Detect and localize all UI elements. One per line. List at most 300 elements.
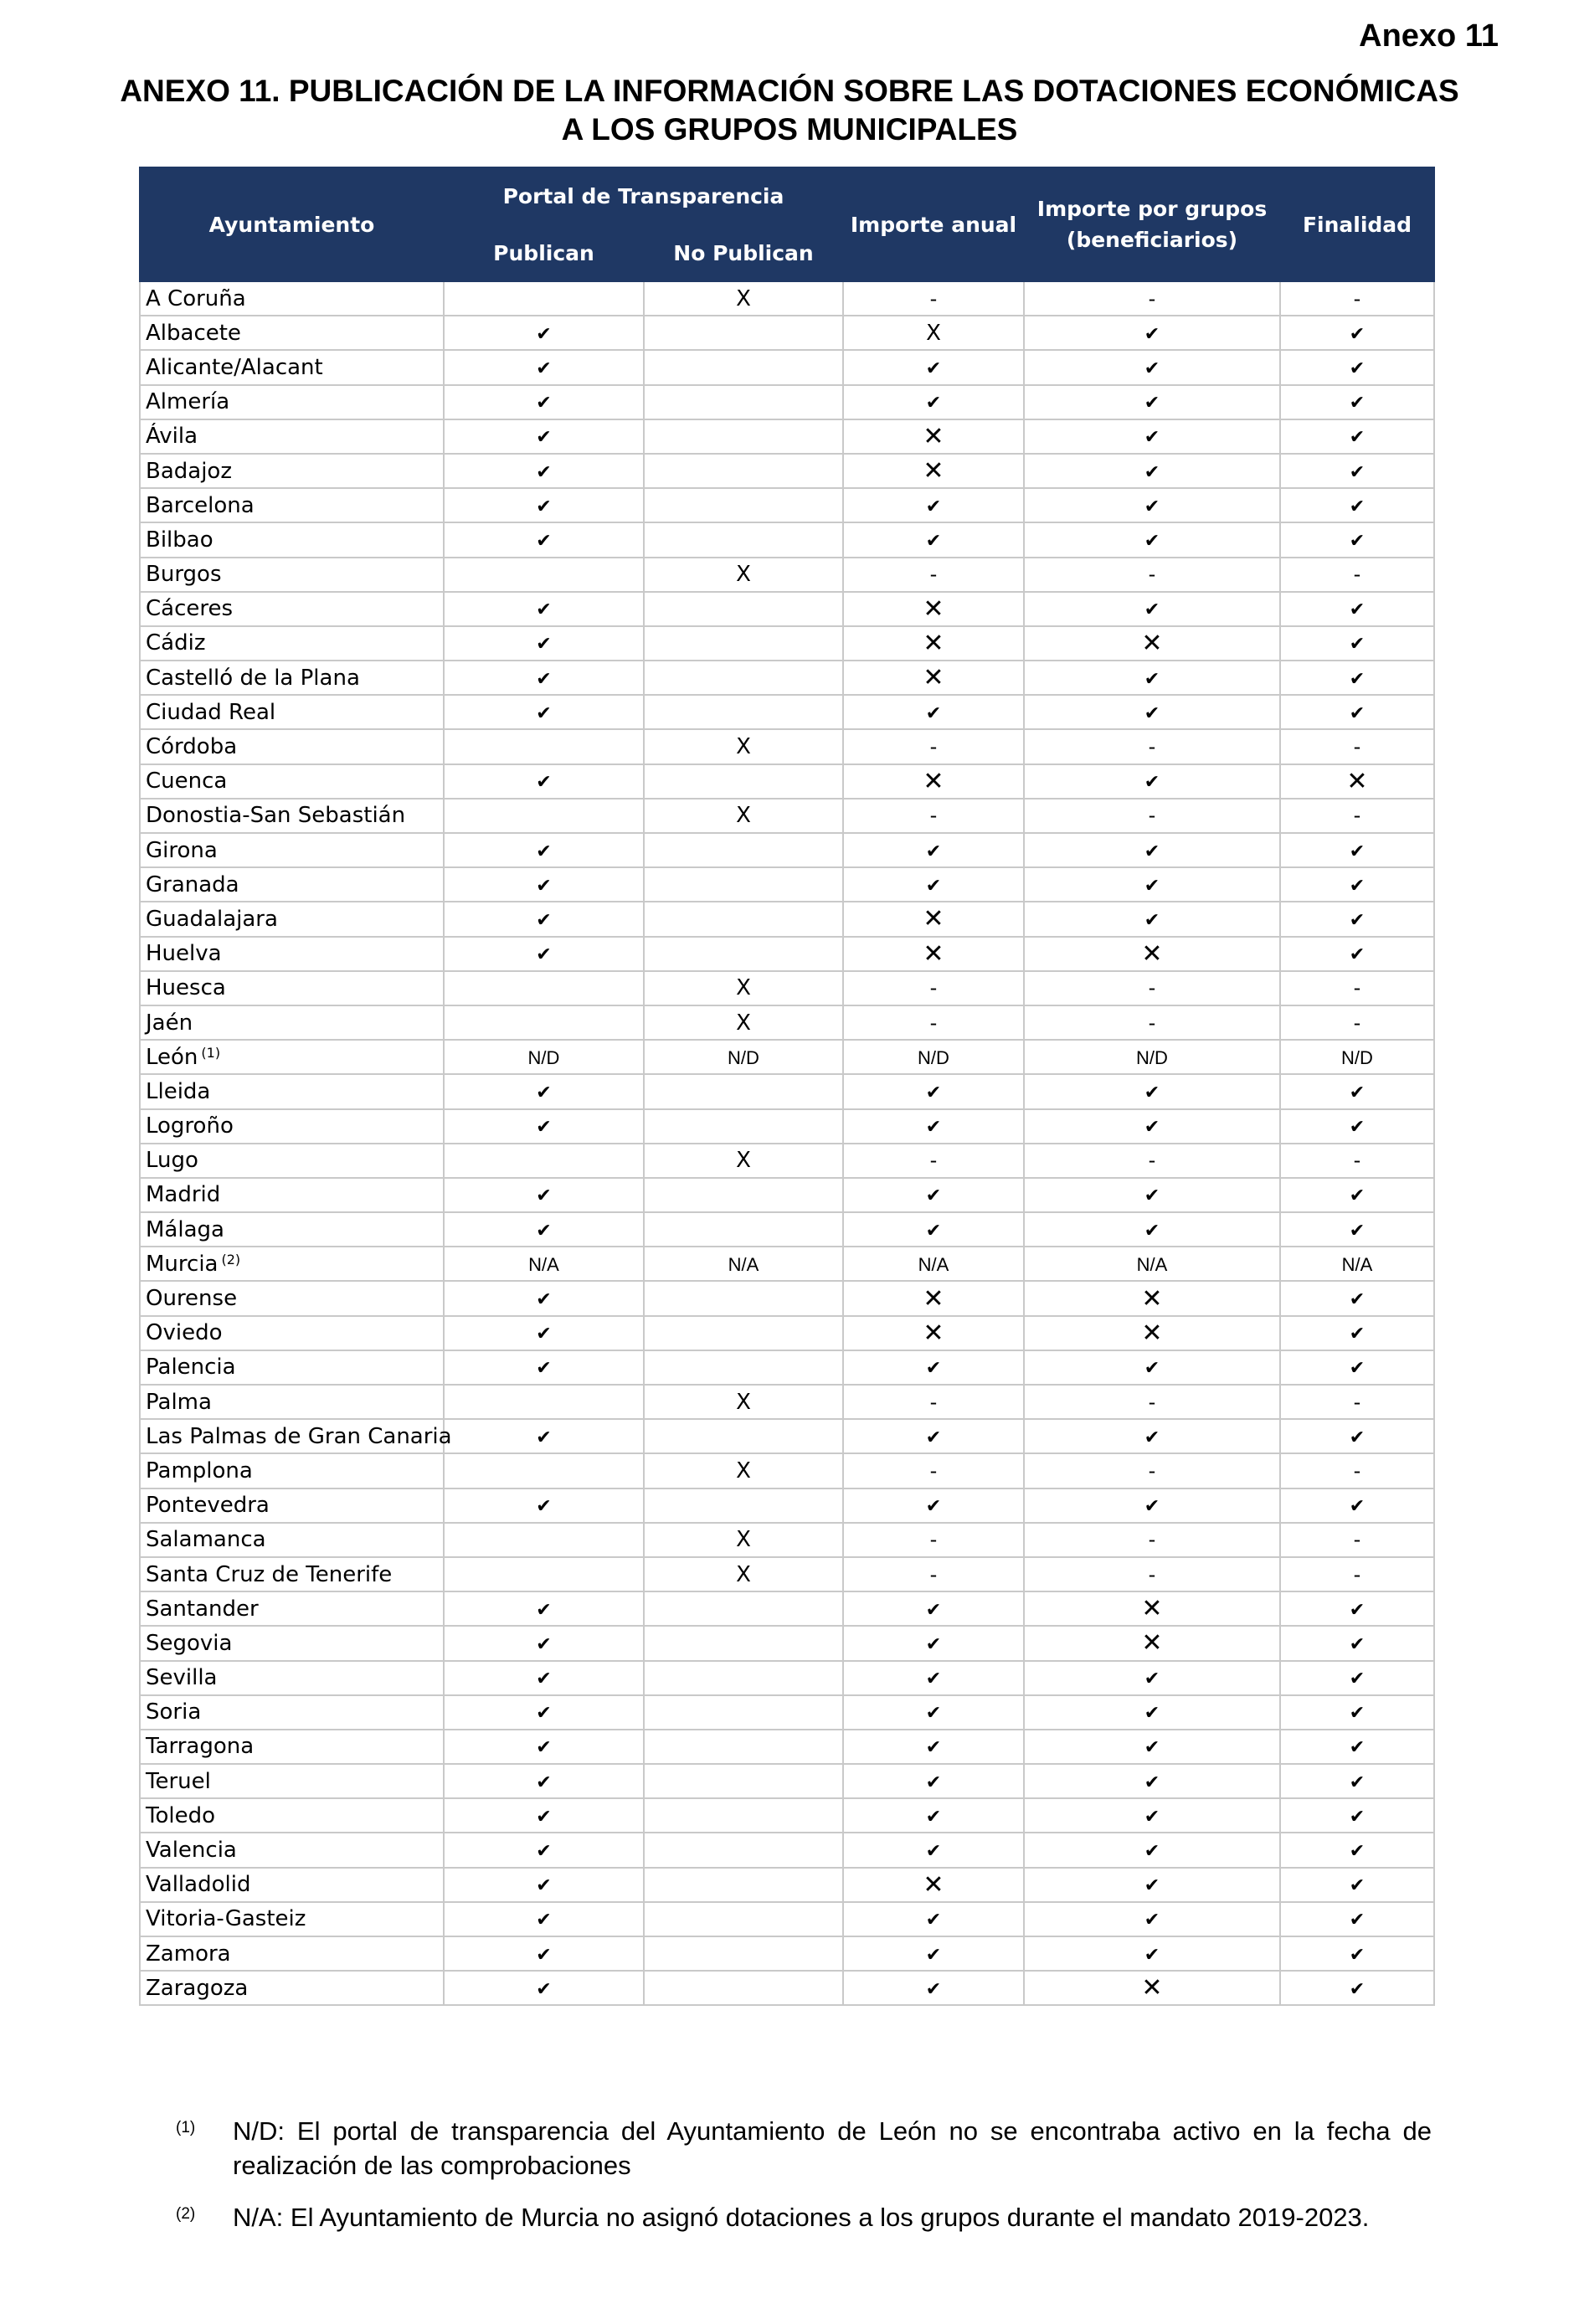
row-name-cell — [140, 1005, 444, 1040]
row-name-cell — [140, 1523, 444, 1557]
check-icon: ✔ — [536, 772, 552, 794]
cell-finalidad — [1280, 558, 1434, 592]
check-icon: ✔ — [925, 496, 942, 517]
cell-publican — [444, 1523, 644, 1557]
check-icon: ✔ — [1349, 1978, 1366, 2000]
cell-importe-anual — [843, 1419, 1024, 1453]
dash-mark: - — [1148, 1149, 1156, 1173]
x-mark: X — [736, 1148, 751, 1174]
cell-no-publican — [644, 1281, 843, 1315]
table-row — [140, 1005, 1434, 1040]
municipality-name: Sevilla — [146, 1665, 218, 1691]
cell-no-publican — [644, 1730, 843, 1764]
municipality-name: Murcia — [146, 1251, 219, 1277]
cell-importe-grupos — [1024, 1661, 1280, 1695]
dash-mark: - — [1148, 735, 1156, 759]
dash-mark: - — [929, 804, 938, 828]
table-row — [140, 867, 1434, 902]
check-icon: ✔ — [1144, 323, 1160, 345]
municipality-name: Las Palmas de Gran Canaria — [146, 1423, 452, 1449]
municipality-name: Toledo — [146, 1802, 216, 1828]
cell-importe-anual — [843, 1488, 1024, 1523]
cross-icon: ✕ — [923, 456, 944, 486]
row-name-cell — [140, 1868, 444, 1902]
cell-importe-grupos — [1024, 867, 1280, 902]
municipality-name: Ávila — [146, 424, 198, 450]
cell-no-publican — [644, 867, 843, 902]
check-icon: ✔ — [536, 461, 552, 483]
table-row — [140, 1350, 1434, 1385]
cross-icon: ✕ — [923, 904, 944, 934]
check-icon: ✔ — [1349, 1082, 1366, 1103]
cell-finalidad — [1280, 522, 1434, 557]
municipality-name: Madrid — [146, 1182, 221, 1208]
check-icon: ✔ — [1349, 393, 1366, 414]
header-finalidad: Finalidad — [1280, 167, 1434, 281]
value-text: N/A — [918, 1253, 949, 1275]
check-icon: ✔ — [536, 1117, 552, 1139]
dash-mark: - — [929, 976, 938, 1000]
header-publican: Publican — [444, 224, 644, 281]
cell-importe-grupos — [1024, 1902, 1280, 1936]
cell-importe-anual — [843, 419, 1024, 454]
cell-finalidad — [1280, 1833, 1434, 1867]
cell-no-publican — [644, 1833, 843, 1867]
table-row — [140, 1385, 1434, 1419]
cell-no-publican — [644, 558, 843, 592]
cell-finalidad — [1280, 661, 1434, 695]
row-name-cell — [140, 1453, 444, 1488]
value-text: N/A — [1136, 1253, 1168, 1275]
table-row — [140, 1109, 1434, 1144]
cell-importe-anual — [843, 558, 1024, 592]
check-icon: ✔ — [1144, 1358, 1160, 1380]
check-icon: ✔ — [1349, 634, 1366, 656]
cell-finalidad — [1280, 695, 1434, 729]
check-icon: ✔ — [925, 530, 942, 552]
check-icon: ✔ — [536, 1633, 552, 1655]
cell-no-publican — [644, 661, 843, 695]
municipality-name: Valladolid — [146, 1872, 251, 1898]
check-icon: ✔ — [536, 1358, 552, 1380]
cell-publican — [444, 1109, 644, 1144]
dash-mark: - — [929, 1458, 938, 1483]
check-icon: ✔ — [536, 1082, 552, 1103]
cross-icon: ✕ — [1141, 1318, 1163, 1348]
cell-importe-anual — [843, 1591, 1024, 1626]
cell-publican — [444, 385, 644, 419]
municipality-name: Bilbao — [146, 527, 213, 553]
cross-icon: ✕ — [1141, 1973, 1163, 2003]
cell-finalidad — [1280, 385, 1434, 419]
cell-no-publican — [644, 729, 843, 764]
cell-importe-anual — [843, 1074, 1024, 1108]
check-icon: ✔ — [1349, 1289, 1366, 1311]
cell-finalidad — [1280, 488, 1434, 522]
cell-publican — [444, 1350, 644, 1385]
cell-finalidad — [1280, 729, 1434, 764]
cell-finalidad — [1280, 281, 1434, 316]
cell-publican — [444, 1281, 644, 1315]
table-row — [140, 350, 1434, 384]
table-row — [140, 799, 1434, 833]
check-icon: ✔ — [1349, 909, 1366, 931]
cell-importe-grupos — [1024, 522, 1280, 557]
municipality-name: Huesca — [146, 975, 226, 1001]
footnote-marker: (2) — [221, 1251, 241, 1267]
cell-finalidad — [1280, 1695, 1434, 1730]
cell-publican — [444, 1212, 644, 1247]
cell-finalidad — [1280, 1661, 1434, 1695]
row-name-cell — [140, 316, 444, 350]
check-icon: ✔ — [925, 393, 942, 414]
cross-icon: ✕ — [923, 1869, 944, 1900]
cell-finalidad — [1280, 1247, 1434, 1281]
cell-importe-anual — [843, 1212, 1024, 1247]
cross-icon: ✕ — [923, 1283, 944, 1314]
check-icon: ✔ — [536, 393, 552, 414]
cell-publican — [444, 937, 644, 971]
cell-publican — [444, 902, 644, 936]
cross-icon: ✕ — [1346, 766, 1368, 796]
check-icon: ✔ — [1349, 1427, 1366, 1448]
header-importe-grupos — [1024, 167, 1280, 281]
x-mark: X — [736, 734, 751, 760]
cell-importe-anual — [843, 1902, 1024, 1936]
check-icon: ✔ — [925, 1944, 942, 1966]
cell-importe-anual — [843, 661, 1024, 695]
cell-finalidad — [1280, 1591, 1434, 1626]
municipality-name: Tarragona — [146, 1734, 255, 1760]
table-row — [140, 661, 1434, 695]
row-name-cell — [140, 1798, 444, 1833]
cell-publican — [444, 1798, 644, 1833]
cell-publican — [444, 488, 644, 522]
cell-no-publican — [644, 1453, 843, 1488]
row-name-cell — [140, 1419, 452, 1453]
cell-importe-anual — [843, 729, 1024, 764]
cell-importe-grupos — [1024, 1316, 1280, 1350]
cell-importe-grupos — [1024, 1591, 1280, 1626]
check-icon: ✔ — [925, 1806, 942, 1828]
check-icon: ✔ — [1349, 1910, 1366, 1931]
row-name-cell — [140, 281, 444, 316]
check-icon: ✔ — [536, 323, 552, 345]
row-name-cell — [140, 1661, 444, 1695]
dash-mark: - — [1353, 735, 1361, 759]
municipality-name: Logroño — [146, 1113, 234, 1139]
check-icon: ✔ — [536, 1703, 552, 1725]
cell-importe-anual — [843, 1730, 1024, 1764]
row-name-cell — [140, 833, 444, 867]
x-mark: X — [736, 562, 751, 588]
row-name-cell — [140, 1902, 444, 1936]
cell-importe-anual — [843, 833, 1024, 867]
cell-no-publican — [644, 1144, 843, 1178]
check-icon: ✔ — [925, 1841, 942, 1863]
cell-importe-grupos — [1024, 350, 1280, 384]
cell-publican — [444, 1005, 644, 1040]
row-name-cell — [140, 1833, 444, 1867]
cell-importe-anual — [843, 1350, 1024, 1385]
cell-no-publican — [644, 281, 843, 316]
cell-no-publican — [644, 1764, 843, 1798]
cell-importe-anual — [843, 1798, 1024, 1833]
cell-finalidad — [1280, 1281, 1434, 1315]
cell-finalidad — [1280, 350, 1434, 384]
cell-importe-anual — [843, 902, 1024, 936]
check-icon: ✔ — [1144, 599, 1160, 621]
cell-publican — [444, 1419, 644, 1453]
check-icon: ✔ — [925, 841, 942, 862]
cell-no-publican — [644, 971, 843, 1005]
cell-importe-grupos — [1024, 1385, 1280, 1419]
check-icon: ✔ — [1144, 1496, 1160, 1518]
row-name-cell — [140, 937, 444, 971]
municipality-name: Almería — [146, 389, 230, 415]
check-icon: ✔ — [1349, 427, 1366, 449]
dash-mark: - — [1353, 286, 1361, 311]
cell-no-publican — [644, 1212, 843, 1247]
check-icon: ✔ — [925, 702, 942, 724]
municipality-name: Pamplona — [146, 1458, 253, 1483]
check-icon: ✔ — [536, 357, 552, 379]
cell-no-publican — [644, 764, 843, 799]
cell-importe-anual — [843, 1868, 1024, 1902]
dash-mark: - — [929, 286, 938, 311]
table-row — [140, 1144, 1434, 1178]
municipality-name: A Coruña — [146, 285, 246, 311]
cell-importe-grupos — [1024, 592, 1280, 626]
cell-publican — [444, 1626, 644, 1660]
municipality-name: Pontevedra — [146, 1493, 270, 1519]
x-mark: X — [736, 1561, 751, 1587]
table-row — [140, 385, 1434, 419]
cell-publican — [444, 1591, 644, 1626]
check-icon: ✔ — [1144, 702, 1160, 724]
cell-importe-grupos — [1024, 1523, 1280, 1557]
table-row — [140, 1971, 1434, 2005]
cell-importe-anual — [843, 1453, 1024, 1488]
table-row — [140, 1040, 1434, 1074]
dash-mark: - — [929, 563, 938, 587]
cell-no-publican — [644, 1178, 843, 1212]
municipality-name: Ourense — [146, 1286, 238, 1312]
dash-mark: - — [1353, 1149, 1361, 1173]
cell-publican — [444, 833, 644, 867]
municipality-name: Huelva — [146, 941, 222, 967]
row-name-cell — [140, 799, 444, 833]
x-mark: X — [736, 803, 751, 829]
header-importe-grupos-line-2: (beneficiarios) — [1066, 228, 1238, 252]
cell-finalidad — [1280, 419, 1434, 454]
row-name-cell — [140, 626, 444, 661]
check-icon: ✔ — [1144, 772, 1160, 794]
check-icon: ✔ — [536, 1599, 552, 1621]
cross-icon: ✕ — [923, 594, 944, 624]
cell-publican — [444, 558, 644, 592]
cell-publican — [444, 695, 644, 729]
table-row — [140, 902, 1434, 936]
municipality-name: Cuenca — [146, 769, 228, 794]
cell-no-publican — [644, 1523, 843, 1557]
cell-finalidad — [1280, 937, 1434, 971]
cell-publican — [444, 1868, 644, 1902]
cross-icon: ✕ — [923, 1318, 944, 1348]
table-row — [140, 1695, 1434, 1730]
row-name-cell — [140, 1764, 444, 1798]
cell-importe-grupos — [1024, 1868, 1280, 1902]
check-icon: ✔ — [1349, 1737, 1366, 1759]
annex-label: Anexo 11 — [1359, 18, 1499, 54]
dash-mark: - — [1148, 563, 1156, 587]
row-name-cell — [140, 1350, 444, 1385]
check-icon: ✔ — [1349, 1806, 1366, 1828]
check-icon: ✔ — [536, 1496, 552, 1518]
cell-finalidad — [1280, 1868, 1434, 1902]
cell-no-publican — [644, 1971, 843, 2005]
check-icon: ✔ — [1144, 1737, 1160, 1759]
cell-importe-anual — [843, 1833, 1024, 1867]
table-row — [140, 1419, 1434, 1453]
check-icon: ✔ — [925, 1599, 942, 1621]
cell-no-publican — [644, 1247, 843, 1281]
cell-importe-grupos — [1024, 419, 1280, 454]
check-icon: ✔ — [1349, 1875, 1366, 1897]
cell-no-publican — [644, 1488, 843, 1523]
row-name-cell — [140, 1385, 444, 1419]
row-name-cell — [140, 1936, 444, 1971]
municipality-name: Alicante/Alacant — [146, 354, 323, 380]
check-icon: ✔ — [1349, 1599, 1366, 1621]
row-name-cell — [140, 558, 444, 592]
municipality-name: León — [146, 1044, 198, 1070]
cell-no-publican — [644, 316, 843, 350]
row-name-cell — [140, 1109, 444, 1144]
table-row — [140, 1626, 1434, 1660]
cell-importe-grupos — [1024, 1557, 1280, 1591]
cell-publican — [444, 419, 644, 454]
footnote-1 — [176, 2114, 1432, 2183]
check-icon: ✔ — [1144, 1944, 1160, 1966]
cell-importe-anual — [843, 1005, 1024, 1040]
footnote-marker: (1) — [201, 1044, 221, 1061]
check-icon: ✔ — [536, 1324, 552, 1345]
cell-importe-grupos — [1024, 1281, 1280, 1315]
row-name-cell — [140, 1626, 444, 1660]
cell-importe-anual — [843, 867, 1024, 902]
check-icon: ✔ — [536, 909, 552, 931]
dash-mark: - — [1148, 1562, 1156, 1586]
cell-publican — [444, 867, 644, 902]
cell-importe-grupos — [1024, 1350, 1280, 1385]
check-icon: ✔ — [536, 1220, 552, 1242]
cell-finalidad — [1280, 1730, 1434, 1764]
cell-importe-grupos — [1024, 971, 1280, 1005]
municipality-name: Zaragoza — [146, 1975, 249, 2001]
cell-finalidad — [1280, 1523, 1434, 1557]
row-name-cell — [140, 454, 444, 488]
row-name-cell — [140, 522, 444, 557]
check-icon: ✔ — [536, 1841, 552, 1863]
cell-finalidad — [1280, 1074, 1434, 1108]
table-row — [140, 592, 1434, 626]
table-row — [140, 1764, 1434, 1798]
table-row — [140, 558, 1434, 592]
check-icon: ✔ — [1349, 357, 1366, 379]
cell-no-publican — [644, 799, 843, 833]
cell-importe-grupos — [1024, 488, 1280, 522]
check-icon: ✔ — [1349, 875, 1366, 897]
cell-importe-grupos — [1024, 937, 1280, 971]
check-icon: ✔ — [1144, 496, 1160, 517]
check-icon: ✔ — [1349, 1220, 1366, 1242]
municipality-name: Lleida — [146, 1078, 211, 1104]
check-icon: ✔ — [1349, 1771, 1366, 1793]
cell-no-publican — [644, 902, 843, 936]
table-row — [140, 937, 1434, 971]
table-row — [140, 1798, 1434, 1833]
cell-publican — [444, 1316, 644, 1350]
check-icon: ✔ — [536, 496, 552, 517]
cell-publican — [444, 350, 644, 384]
check-icon: ✔ — [536, 634, 552, 656]
check-icon: ✔ — [1144, 427, 1160, 449]
dash-mark: - — [1353, 1528, 1361, 1552]
row-name-cell — [140, 592, 444, 626]
check-icon: ✔ — [925, 1737, 942, 1759]
check-icon: ✔ — [536, 1427, 552, 1448]
cross-icon: ✕ — [1141, 1283, 1163, 1314]
cell-finalidad — [1280, 592, 1434, 626]
cell-publican — [444, 592, 644, 626]
cell-publican — [444, 799, 644, 833]
cell-importe-anual — [843, 592, 1024, 626]
check-icon: ✔ — [925, 1427, 942, 1448]
table-row — [140, 1488, 1434, 1523]
cell-finalidad — [1280, 1936, 1434, 1971]
municipality-name: Oviedo — [146, 1320, 223, 1346]
cell-importe-grupos — [1024, 281, 1280, 316]
cell-no-publican — [644, 592, 843, 626]
municipality-name: Badajoz — [146, 458, 232, 484]
cell-no-publican — [644, 1350, 843, 1385]
table-row — [140, 281, 1434, 316]
x-mark: X — [736, 1010, 751, 1036]
cell-importe-anual — [843, 799, 1024, 833]
footnote-2-ref: (2) — [176, 2205, 196, 2223]
municipality-name: Jaén — [146, 1010, 193, 1036]
cell-importe-grupos — [1024, 1453, 1280, 1488]
x-mark: X — [736, 1527, 751, 1553]
check-icon: ✔ — [1144, 1220, 1160, 1242]
value-text: N/D — [1341, 1046, 1373, 1068]
check-icon: ✔ — [925, 1633, 942, 1655]
check-icon: ✔ — [925, 1703, 942, 1725]
dash-mark: - — [929, 1390, 938, 1414]
dash-mark: - — [929, 1149, 938, 1173]
cell-importe-grupos — [1024, 1419, 1280, 1453]
cell-publican — [444, 729, 644, 764]
x-mark: X — [926, 320, 941, 346]
row-name-cell — [140, 1316, 444, 1350]
dash-mark: - — [1148, 1528, 1156, 1552]
cell-importe-grupos — [1024, 764, 1280, 799]
check-icon: ✔ — [1144, 1806, 1160, 1828]
cell-finalidad — [1280, 316, 1434, 350]
cell-importe-anual — [843, 1971, 1024, 2005]
cell-importe-anual — [843, 1178, 1024, 1212]
